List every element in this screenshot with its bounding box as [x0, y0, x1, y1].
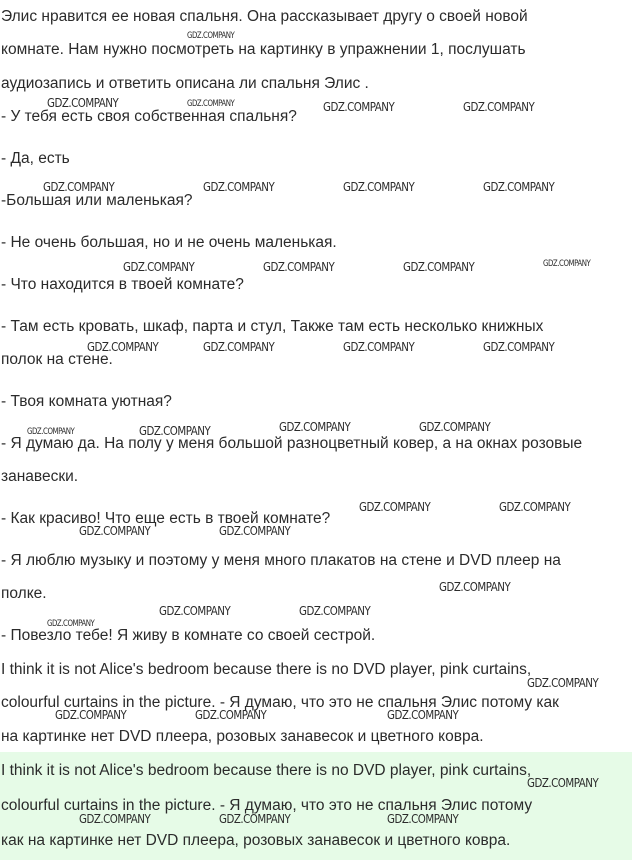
watermark-text: GDZ.COMPANY — [27, 427, 75, 437]
watermark-text: GDZ.COMPANY — [79, 811, 151, 826]
text-line: - Не очень большая, но и не очень маленькая. — [1, 234, 337, 251]
watermark-text: GDZ.COMPANY — [47, 619, 95, 629]
watermark-text: GDZ.COMPANY — [203, 339, 275, 354]
watermark-text: GDZ.COMPANY — [387, 811, 459, 826]
watermark-text: GDZ.COMPANY — [159, 603, 231, 618]
watermark-text: GDZ.COMPANY — [195, 707, 267, 722]
watermark-text: GDZ.COMPANY — [463, 99, 535, 114]
text-line: - У тебя есть своя собственная спальня? — [1, 108, 297, 125]
text-line: - Твоя комната уютная? — [1, 393, 172, 410]
watermark-text: GDZ.COMPANY — [499, 499, 571, 514]
watermark-text: GDZ.COMPANY — [439, 579, 511, 594]
text-line: полке. — [1, 585, 47, 602]
text-line: I think it is not Alice's bedroom because there is no DVD player, pink curtains, — [1, 762, 532, 779]
watermark-text: GDZ.COMPANY — [323, 99, 395, 114]
watermark-text: GDZ.COMPANY — [219, 811, 291, 826]
watermark-text: GDZ.COMPANY — [203, 179, 275, 194]
text-line: - Что находится в твоей комнате? — [1, 276, 244, 293]
watermark-text: GDZ.COMPANY — [527, 775, 599, 790]
watermark-text: GDZ.COMPANY — [299, 603, 371, 618]
text-line: I think it is not Alice's bedroom because there is no DVD player, pink curtains, — [1, 661, 532, 678]
watermark-text: GDZ.COMPANY — [543, 259, 591, 269]
text-line: -Большая или маленькая? — [1, 192, 193, 209]
watermark-text: GDZ.COMPANY — [43, 179, 115, 194]
text-line: Элис нравится ее новая спальня. Она рассказывает другу о своей новой — [1, 8, 528, 25]
text-line: - Как красиво! Что еще есть в твоей комнате? — [1, 510, 331, 527]
watermark-text: GDZ.COMPANY — [87, 339, 159, 354]
watermark-text: GDZ.COMPANY — [139, 423, 211, 438]
watermark-text: GDZ.COMPANY — [387, 707, 459, 722]
text-line: - Я люблю музыку и поэтому у меня много плакатов на стене и DVD плеер на — [1, 552, 561, 569]
watermark-text: GDZ.COMPANY — [403, 259, 475, 274]
watermark-text: GDZ.COMPANY — [187, 31, 235, 41]
watermark-text: GDZ.COMPANY — [279, 419, 351, 434]
text-line: занавески. — [1, 468, 79, 485]
text-line: полок на стене. — [1, 351, 113, 368]
watermark-text: GDZ.COMPANY — [263, 259, 335, 274]
text-line: аудиозапись и ответить описана ли спальня Элис . — [1, 75, 369, 92]
text-line: - Я думаю да. На полу у меня большой разноцветный ковер, а на окнах розовые — [1, 435, 583, 452]
text-line: на картинке нет DVD плеера, розовых занавесок и цветного ковра. — [1, 728, 484, 745]
watermark-text: GDZ.COMPANY — [187, 99, 235, 109]
text-line: colourful curtains in the picture. - Я думаю, что это не спальня Элис потому — [1, 797, 533, 814]
watermark-text: GDZ.COMPANY — [47, 95, 119, 110]
text-line: как на картинке нет DVD плеера, розовых занавесок и цветного ковра. — [1, 832, 511, 849]
watermark-text: GDZ.COMPANY — [483, 179, 555, 194]
text-line: colourful curtains in the picture. - Я думаю, что это не спальня Элис потому как — [1, 694, 559, 711]
watermark-text: GDZ.COMPANY — [343, 179, 415, 194]
watermark-text: GDZ.COMPANY — [343, 339, 415, 354]
watermark-text: GDZ.COMPANY — [483, 339, 555, 354]
watermark-text: GDZ.COMPANY — [55, 707, 127, 722]
watermark-text: GDZ.COMPANY — [79, 523, 151, 538]
watermark-text: GDZ.COMPANY — [123, 259, 195, 274]
watermark-text: GDZ.COMPANY — [419, 419, 491, 434]
text-line: - Да, есть — [1, 150, 70, 167]
watermark-text: GDZ.COMPANY — [359, 499, 431, 514]
text-line: комнате. Нам нужно посмотреть на картинку в упражнении 1, послушать — [1, 41, 526, 58]
text-line: - Там есть кровать, шкаф, парта и стул, Также там есть несколько книжных — [1, 318, 544, 335]
watermark-text: GDZ.COMPANY — [527, 675, 599, 690]
text-line: - Повезло тебе! Я живу в комнате со своей сестрой. — [1, 627, 376, 644]
watermark-text: GDZ.COMPANY — [219, 523, 291, 538]
